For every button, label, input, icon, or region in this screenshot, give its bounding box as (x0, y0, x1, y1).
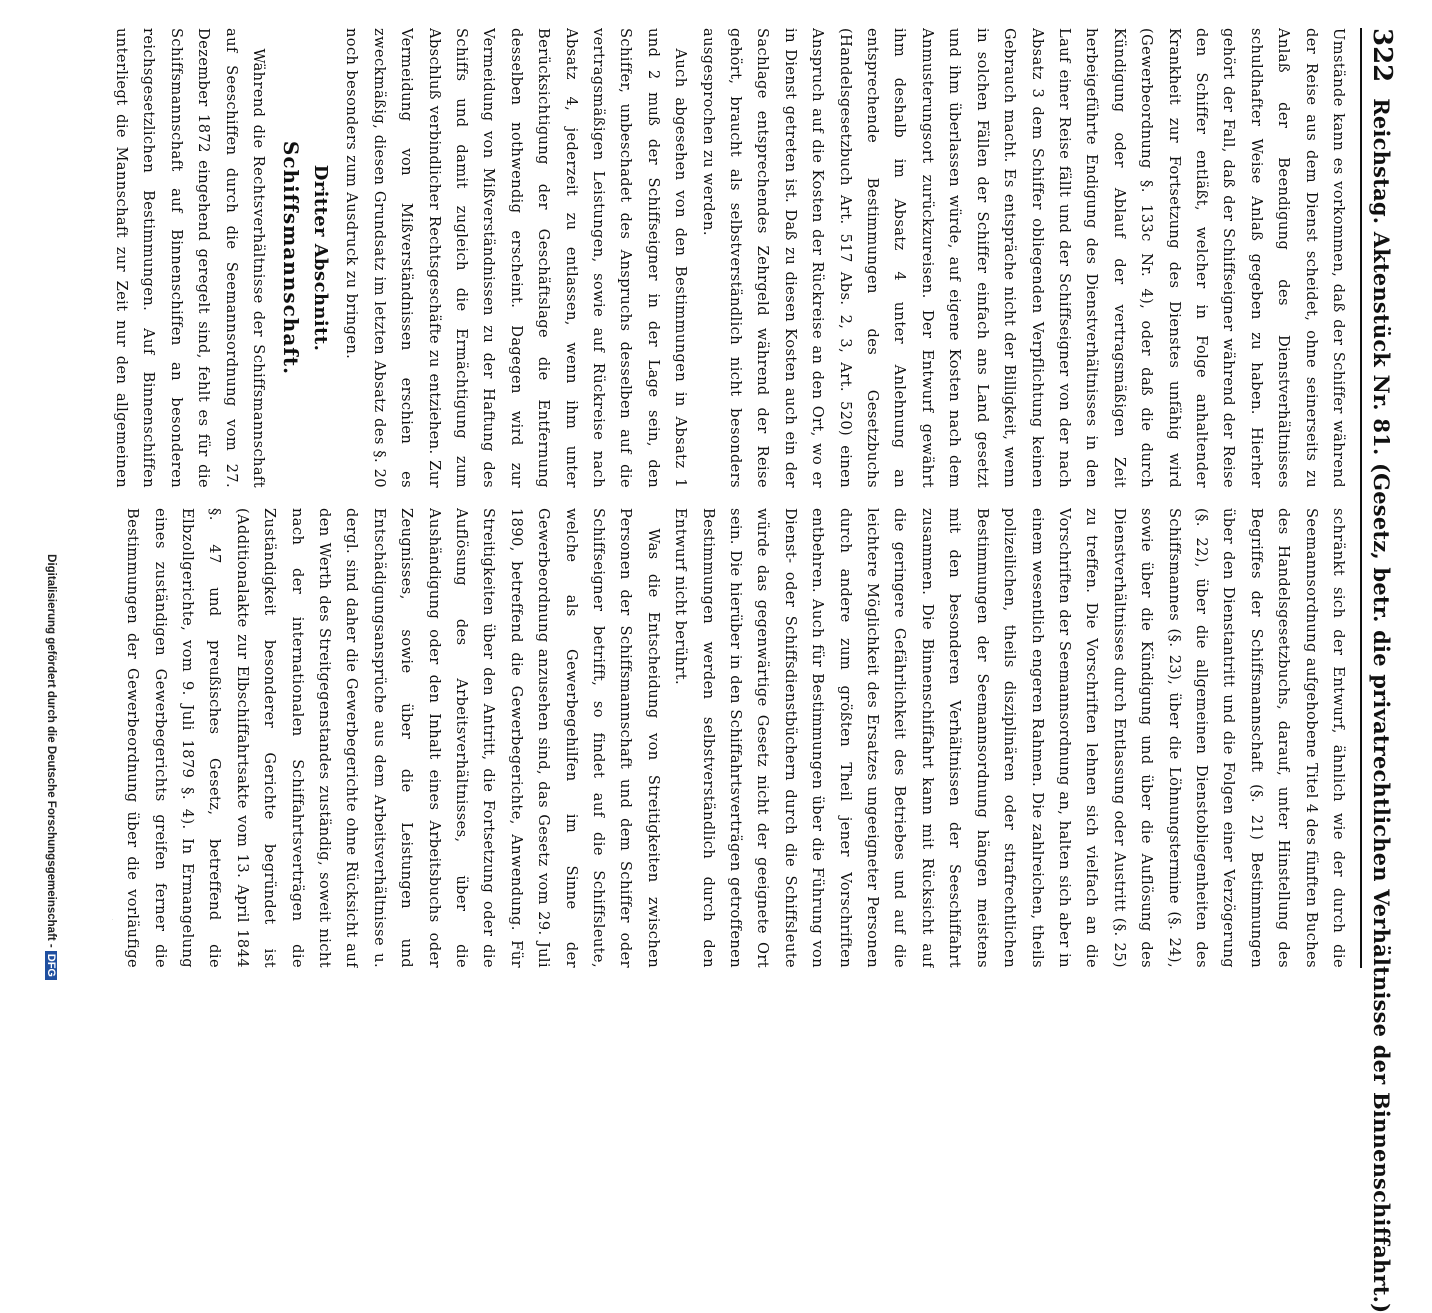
running-title: Reichstag. Aktenstück Nr. 81. (Gesetz, betr. die privatrechtlichen Verhältnisse der Binnenschiffahrt.) (1369, 98, 1395, 1313)
funding-note-text: Digitalisierung gefördert durch die Deutsche Forschungsgemeinschaft - (45, 554, 57, 948)
paragraph: Was die Entscheidung von Streitigkeiten zwischen Personen der Schiffsmannschaft und dem Schiffer oder Schiffseigner betrifft, so findet auf die Schiffsleute, welche als Gewerbegehilfen im Sinne der Gewerbeordnung anzusehen sind, das Gesetz vom 29. Juli 1890, betreffend die Gewerbegerichte, Anwendung. Für Streitigkeiten über den Antritt, die Fortsetzung oder die Auflösung des Arbeitsverhältnisses, über die Aushändigung oder den Inhalt eines Arbeitsbuchs oder Zeugnisses, sowie über die Leistungen und Entschädigungsansprüche aus dem Arbeitsverhältnisse u. dergl. sind daher die Gewerbegerichte ohne Rücksicht auf den Werth des Streitgegenstandes zuständig, soweit nicht nach der internationalen Schiffahrtsverträgen die Zuständigkeit besonderer Gerichte begründet ist (Additionalakte zur Elbschiffahrtsakte vom 13. April 1844 §. 47 und preußisches Gesetz, betreffend die Elbzollgerichte, vom 9. Juli 1879 §. 4). In Ermangelung eines zuständigen Gewerbegerichts greifen ferner die Bestimmungen der Gewerbeordnung über die vorläufige (124, 508, 662, 968)
left-column (112, 28, 1352, 488)
paragraph: Während die Rechtsverhältnisse der Schiffsmannschaft auf Seeschiffen durch die Seemannsordnung vom 27. Dezember 1872 eingehend geregelt sind, fehlt es für die Schiffsmannschaft auf Binnenschiffen an besonderen reichsgesetzlichen Bestimmungen. Auf Binnenschiffen unterliegt die Mannschaft zur Zeit nur den allgemeinen (112, 28, 267, 488)
digitization-note (45, 20, 57, 980)
text-columns (112, 28, 1352, 968)
section-subheading: Schiffsmannschaft. (278, 140, 303, 376)
page-number: 322 (1367, 28, 1397, 83)
section-heading: Dritter Abschnitt. (309, 164, 331, 352)
dfg-logo: DFG (45, 951, 57, 980)
paragraph: schränkt sich der Entwurf, ähnlich wie der durch die Seemannsordnung aufgehobene Titel 4 des fünften Buches des Handelsgesetzbuchs, darauf, unter Hinstellung des Begriffes der Schiffsmannschaft (§. 21) Bestimmungen über den Dienstantritt und die Folgen einer Verzögerung (§. 22), über die allgemeinen Dienstobliegenheiten des Schiffsmannes (§. 23), über die Löhnungstermine (§. 24), sowie über die Kündigung und über die Auflösung des Dienstverhältnisses durch Entlassung oder Austritt (§. 25) zu treffen. Die Vorschriften lehnen sich vielfach an die Vorschriften der Seemannsordnung an, halten sich aber in einem wesentlich engeren Rahmen. Die zahlreichen, theils polizeilichen, theils disziplinären oder strafrechtlichen Bestimmungen der Seemannsordnung hängen meistens mit den besonderen Verhältnissen der Seeschiffahrt zusammen. Die Binnenschiffahrt kann mit Rücksicht auf die geringere Gefährlichkeit des Betriebes und auf die leichtere Möglichkeit des Ersatzes ungeeigneter Personen durch andere zum größten Theil jener Vorschriften entbehren. Auch für Bestimmungen über die Führung von Dienst- oder Schiffsdienstbüchern durch die Schiffsleute würde das gegenwärtige Gesetz nicht der geeignete Ort sein. Die hierüber in den Schiffahrtsverträgen getroffenen Bestimmungen werden selbstverständlich durch den Entwurf nicht berührt. (672, 508, 1347, 968)
right-column (112, 508, 1352, 968)
paragraph: Umstände kann es vorkommen, daß der Schiffer während der Reise aus dem Dienst scheidet, ohne seinerseits zu Anlaß der Beendigung des Dienstverhältnisses schuldhafter Weise Anlaß gegeben zu haben. Hierher gehört der Fall, daß der Schiffseigner während der Reise den Schiffer entläßt, welcher in Folge anhaltender Krankheit zur Fortsetzung des Dienstes unfähig wird (Gewerbeordnung §. 133c Nr. 4), oder daß die durch Kündigung oder Ablauf der vertragsmäßigen Zeit herbeigeführte Endigung des Dienstverhältnisses in den Lauf einer Reise fällt und der Schiffseigner von der nach Absatz 3 dem Schiffer obliegenden Verpflichtung keinen Gebrauch macht. Es entspräche nicht der Billigkeit, wenn in solchen Fällen der Schiffer einfach ans Land gesetzt und ihm überlassen würde, auf eigene Kosten nach dem Anmusterungsort zurückzureisen. Der Entwurf gewährt ihm deshalb im Absatz 4 unter Anlehnung an entsprechende Bestimmungen des Gesetzbuchs (Handelsgesetzbuch Art. 517 Abs. 2, 3, Art. 520) einen Anspruch auf die Kosten der Rückreise an den Ort, wo er in Dienst getreten ist. Daß zu diesen Kosten auch ein der Sachlage entsprechendes Zehrgeld während der Reise gehört, braucht als selbstverständlich nicht besonders ausgesprochen zu werden. (699, 28, 1347, 488)
page-header (1360, 28, 1402, 1313)
paragraph: Auch abgesehen von den Bestimmungen in Absatz 1 und 2 muß der Schiffseigner in der Lage sein, den Schiffer, unbeschadet des Anspruchs desselben auf die vertragsmäßigen Leistungen, sowie auf Rückreise nach Absatz 4, jederzeit zu entlassen, wenn ihm unter Berücksichtigung der Geschäftslage die Entfernung desselben nothwendig erscheint. Dagegen wird zur Vermeidung von Mißverständnissen zu der Haftung des Schiffs und damit zugleich die Ermächtigung zum Abschluß verbindlicher Rechtsgeschäfte zu entziehen. Zur Vermeidung von Mißverständnissen erschien es zweckmäßig, diesen Grundsatz im letzten Absatz des §. 20 noch besonders zum Ausdruck zu bringen. (343, 28, 690, 488)
